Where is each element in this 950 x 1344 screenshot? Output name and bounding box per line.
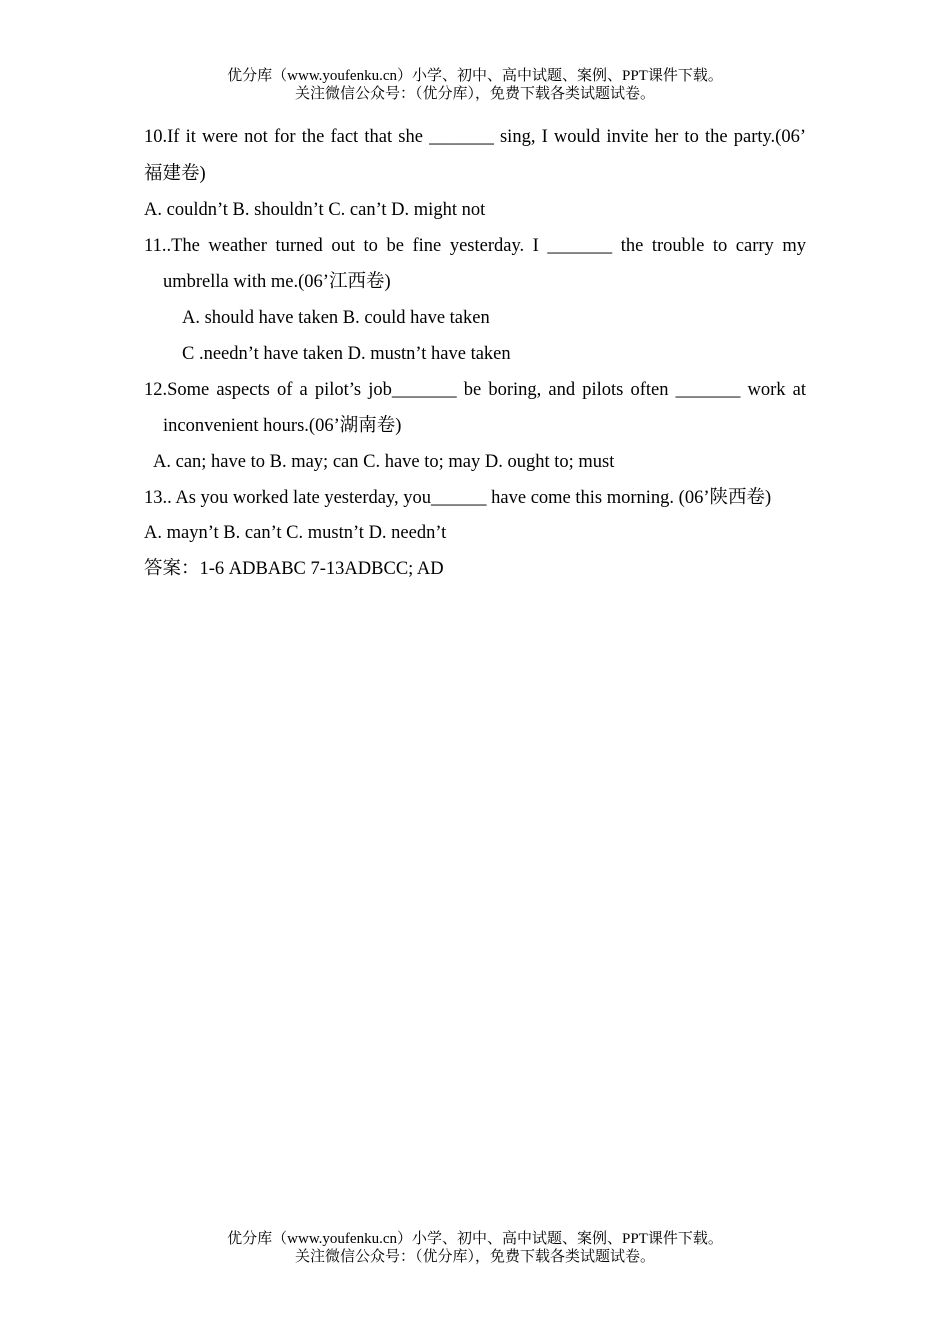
question-11-stem-line-2: umbrella with me.(06’江西卷)	[163, 272, 391, 292]
header-line-1: 优分库（www.youfenku.cn）小学、初中、高中试题、案例、PPT课件下载。	[227, 68, 723, 84]
question-10-stem-line-2: 福建卷)	[144, 164, 206, 184]
question-11-stem-line-1: 11..The weather turned out to be fine yesterday. I _______ the trouble to carry my	[144, 236, 806, 256]
question-10-options: A. couldn’t B. shouldn’t C. can’t D. might not	[144, 200, 486, 220]
answer-key: 答案：1-6 ADBABC 7-13ADBCC; AD	[144, 559, 444, 579]
question-10-stem-line-1: 10.If it were not for the fact that she _______ sing, I would invite her to the party.(06’	[144, 127, 806, 147]
footer-line-2: 关注微信公众号：（优分库），免费下载各类试题试卷。	[294, 1249, 655, 1265]
question-12-stem-line-2: inconvenient hours.(06’湖南卷)	[163, 416, 402, 436]
page-header	[0, 67, 950, 103]
question-13-stem: 13.. As you worked late yesterday, you______ have come this morning. (06’陕西卷)	[144, 488, 772, 508]
header-line-2: 关注微信公众号：（优分库），免费下载各类试题试卷。	[294, 86, 655, 102]
question-13-options: A. mayn’t B. can’t C. mustn’t D. needn’t	[144, 523, 447, 543]
page-footer	[0, 1230, 950, 1266]
question-12-stem-line-1: 12.Some aspects of a pilot’s job_______ be boring, and pilots often _______ work at	[144, 380, 806, 400]
footer-line-1: 优分库（www.youfenku.cn）小学、初中、高中试题、案例、PPT课件下载。	[227, 1231, 723, 1247]
question-11-options-line-2: C .needn’t have taken D. mustn’t have taken	[182, 344, 511, 364]
question-11-options-line-1: A. should have taken B. could have taken	[182, 308, 490, 328]
question-12-options: A. can; have to B. may; can C. have to; may D. ought to; must	[153, 452, 615, 472]
